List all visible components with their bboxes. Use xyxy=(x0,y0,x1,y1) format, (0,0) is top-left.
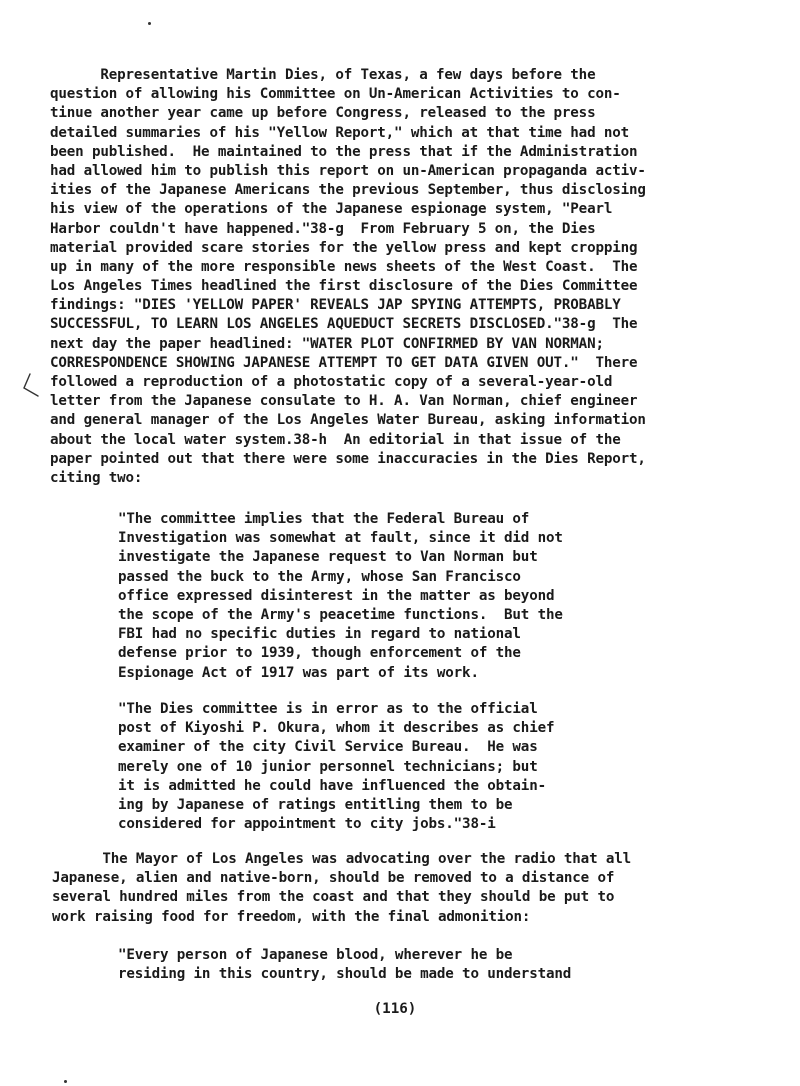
text-line: residing in this country, should be made to understand xyxy=(118,966,572,983)
text-line: The Mayor of Los Angeles was advocating over the radio that all xyxy=(52,851,632,867)
text-line: paper pointed out that there were some inaccuracies in the Dies Report, xyxy=(50,450,646,467)
text-line: followed a reproduction of a photostatic copy of a several-year-old xyxy=(50,374,613,390)
scan-speck xyxy=(148,22,151,25)
body-paragraph-1 xyxy=(50,66,646,488)
text-line: FBI had no specific duties in regard to national xyxy=(118,626,521,643)
text-line: office expressed disinterest in the matter as beyond xyxy=(118,587,555,604)
text-line: Los Angeles Times headlined the first disclosure of the Dies Committee xyxy=(50,278,638,295)
text-line: Japanese, alien and native-born, should be removed to a distance of xyxy=(52,870,615,887)
text-line: Harbor couldn't have happened."38-g From February 5 on, the Dies xyxy=(50,220,596,237)
page-number: (116) xyxy=(373,1001,417,1017)
scan-speck xyxy=(64,1080,67,1083)
text-line: several hundred miles from the coast and that they should be put to xyxy=(52,889,615,906)
text-line: SUCCESSFUL, TO LEARN LOS ANGELES AQUEDUCT SECRETS DISCLOSED."38-g The xyxy=(50,316,638,333)
text-line: detailed summaries of his "Yellow Report," which at that time had not xyxy=(50,124,630,141)
text-line: Espionage Act of 1917 was part of its work. xyxy=(118,664,479,681)
text-line: Representative Martin Dies, of Texas, a few days before the xyxy=(50,67,596,83)
text-line: been published. He maintained to the press that if the Administration xyxy=(50,143,638,160)
text-line: "The Dies committee is in error as to the official xyxy=(118,701,538,717)
text-line: letter from the Japanese consulate to H. A. Van Norman, chief engineer xyxy=(50,393,638,410)
text-line: examiner of the city Civil Service Bureau. He was xyxy=(118,739,538,756)
text-line: Investigation was somewhat at fault, since it did not xyxy=(118,530,563,547)
text-line: defense prior to 1939, though enforcement of the xyxy=(118,645,521,662)
text-line: "Every person of Japanese blood, wherever he be xyxy=(118,947,513,963)
text-line: tinue another year came up before Congress, released to the press xyxy=(50,105,596,122)
text-line: passed the buck to the Army, whose San Francisco xyxy=(118,568,521,585)
text-line: about the local water system.38-h An editorial in that issue of the xyxy=(50,431,621,448)
text-line: CORRESPONDENCE SHOWING JAPANESE ATTEMPT TO GET DATA GIVEN OUT." There xyxy=(50,354,638,371)
block-quote-1 xyxy=(118,510,563,683)
block-quote-3 xyxy=(118,946,571,984)
text-line: findings: "DIES 'YELLOW PAPER' REVEALS JAP SPYING ATTEMPTS, PROBABLY xyxy=(50,297,621,314)
text-line: had allowed him to publish this report on un-American propaganda activ- xyxy=(50,162,646,179)
text-line: it is admitted he could have influenced the obtain- xyxy=(118,777,546,794)
text-line: investigate the Japanese request to Van Norman but xyxy=(118,549,538,566)
text-line: post of Kiyoshi P. Okura, whom it describes as chief xyxy=(118,720,555,737)
text-line: ing by Japanese of ratings entitling them to be xyxy=(118,796,513,813)
text-line: up in many of the more responsible news sheets of the West Coast. The xyxy=(50,258,638,275)
text-line: question of allowing his Committee on Un-American Activities to con- xyxy=(50,86,621,103)
body-paragraph-2 xyxy=(52,850,631,927)
text-line: ities of the Japanese Americans the previous September, thus disclosing xyxy=(50,182,646,199)
text-line: citing two: xyxy=(50,469,143,486)
text-line: "The committee implies that the Federal Bureau of xyxy=(118,511,530,527)
text-line: considered for appointment to city jobs."38-i xyxy=(118,816,496,833)
text-line: and general manager of the Los Angeles Water Bureau, asking information xyxy=(50,412,646,429)
handwritten-check-icon xyxy=(20,372,42,400)
text-line: his view of the operations of the Japanese espionage system, "Pearl xyxy=(50,201,613,218)
text-line: the scope of the Army's peacetime functions. But the xyxy=(118,606,563,623)
text-line: next day the paper headlined: "WATER PLOT CONFIRMED BY VAN NORMAN; xyxy=(50,335,604,352)
text-line: merely one of 10 junior personnel technicians; but xyxy=(118,758,538,775)
text-line: work raising food for freedom, with the final admonition: xyxy=(52,908,531,925)
block-quote-2 xyxy=(118,700,554,834)
text-line: material provided scare stories for the yellow press and kept cropping xyxy=(50,239,638,256)
